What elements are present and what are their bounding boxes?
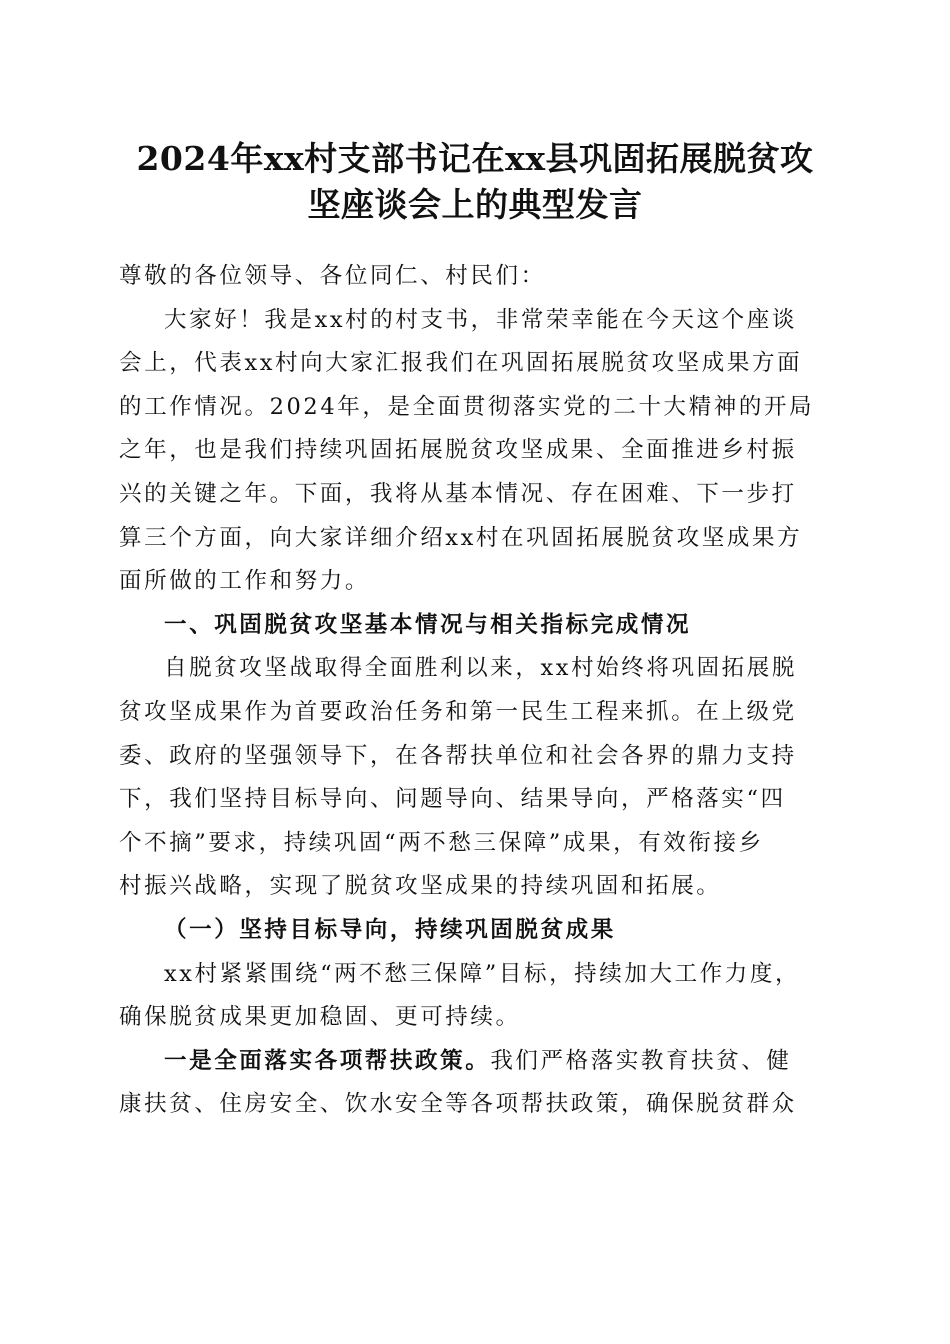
subsection1-line: xx村紧紧围绕“两不愁三保障”目标，持续加大工作力度， [164, 960, 801, 987]
subsection1-paragraph [119, 953, 831, 1040]
intro-line: 算三个方面，向大家详细介绍xx村在巩固拓展脱贫攻坚成果方 [119, 524, 803, 551]
point1-line: 康扶贫、住房安全、饮水安全等各项帮扶政策，确保脱贫群众 [119, 1091, 797, 1118]
intro-line: 之年，也是我们持续巩固拓展脱贫攻坚成果、全面推进乡村振 [119, 437, 797, 464]
section-heading-1: 一、巩固脱贫攻坚基本情况与相关指标完成情况 [164, 611, 692, 638]
intro-paragraph [119, 299, 831, 604]
point1-first-line-rest: 我们严格落实教育扶贫、健 [490, 1047, 792, 1074]
intro-line: 兴的关键之年。下面，我将从基本情况、存在困难、下一步打 [119, 480, 797, 507]
point1-bold-lead: 一是全面落实各项帮扶政策。 [164, 1047, 491, 1074]
section1-line: 委、政府的坚强领导下，在各帮扶单位和社会各界的鼎力支持 [119, 742, 797, 769]
title-line-2: 坚座谈会上的典型发言 [307, 185, 643, 224]
section1-line: 村振兴战略，实现了脱贫攻坚成果的持续巩固和拓展。 [119, 873, 722, 900]
document-title [110, 136, 840, 228]
intro-line: 的工作情况。2024年，是全面贯彻落实党的二十大精神的开局 [119, 393, 815, 420]
subsection1-line: 确保脱贫成果更加稳固、更可持续。 [119, 1004, 521, 1031]
section1-line: 下，我们坚持目标导向、问题导向、结果导向，严格落实“四 [119, 786, 786, 813]
section1-line: 贫攻坚成果作为首要政治任务和第一民生工程来抓。在上级党 [119, 698, 797, 725]
intro-line: 面所做的工作和努力。 [119, 568, 371, 595]
intro-line: 会上，代表xx村向大家汇报我们在巩固拓展脱贫攻坚成果方面 [119, 350, 803, 377]
document-body [119, 255, 831, 1127]
section1-line: 自脱贫攻坚战取得全面胜利以来，xx村始终将巩固拓展脱 [164, 655, 797, 682]
section1-line: 个不摘”要求，持续巩固“两不愁三保障”成果，有效衔接乡 [119, 829, 764, 856]
point1-first-line [119, 1040, 831, 1084]
title-line-1: 2024年xx村支部书记在xx县巩固拓展脱贫攻 [136, 139, 814, 178]
salutation: 尊敬的各位领导、各位同仁、村民们： [119, 263, 546, 289]
subsection-heading-1: （一）坚持目标导向，持续巩固脱贫成果 [164, 916, 616, 943]
intro-line: 大家好！我是xx村的村支书，非常荣幸能在今天这个座谈 [164, 306, 797, 333]
section1-paragraph [119, 647, 831, 909]
point1-paragraph [119, 1040, 831, 1127]
